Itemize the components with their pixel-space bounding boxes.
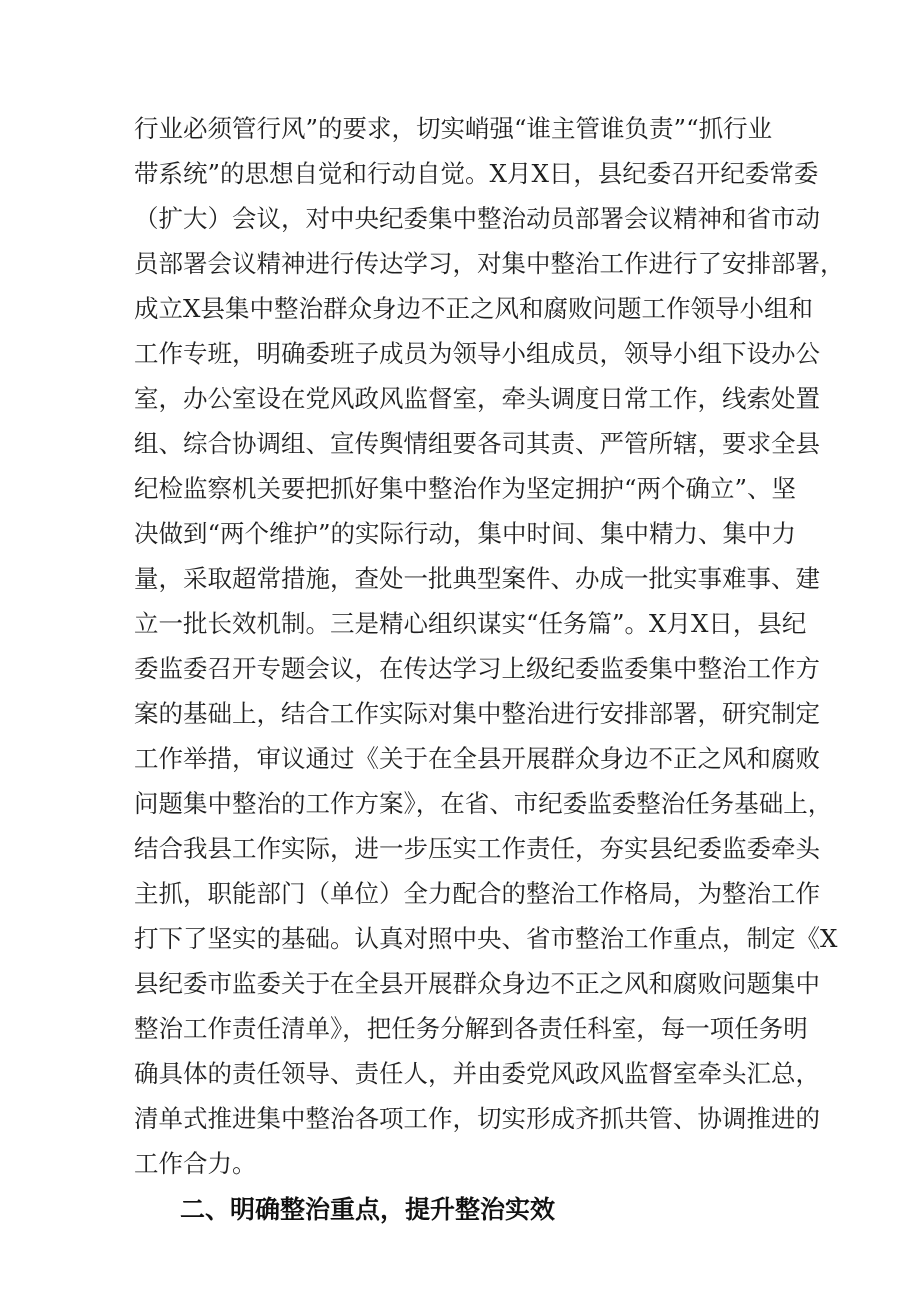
paragraph-line: 决做到“两个维护”的实际行动，集中时间、集中精力、集中力 [134, 519, 797, 548]
section-heading: 二、明确整治重点，提升整治实效 [180, 1195, 556, 1224]
paragraph-line: 县纪委市监委关于在全县开展群众身边不正之风和腐败问题集中 [134, 969, 820, 998]
paragraph-line: 立一批长效机制。三是精心组织谋实“任务篇”。X月X日，县纪 [134, 609, 807, 638]
paragraph-line: 成立X县集中整治群众身边不正之风和腐败问题工作领导小组和 [134, 294, 813, 323]
paragraph-line: 带系统”的思想自觉和行动自觉。X月X日，县纪委召开纪委常委 [134, 159, 819, 188]
paragraph-line: 室，办公室设在党风政风监督室，牵头调度日常工作，线索处置 [134, 384, 820, 413]
paragraph-line: 问题集中整治的工作方案》，在省、市纪委监委整治任务基础上， [134, 789, 833, 818]
paragraph-line: 纪检监察机关要把抓好集中整治作为坚定拥护“两个确立”、坚 [134, 474, 797, 503]
paragraph-line: 工作合力。 [134, 1149, 257, 1178]
paragraph-line: 主抓，职能部门（单位）全力配合的整治工作格局，为整治工作 [134, 879, 820, 908]
paragraph-line: 清单式推进集中整治各项工作，切实形成齐抓共管、协调推进的 [134, 1104, 820, 1133]
paragraph-line: 案的基础上，结合工作实际对集中整治进行安排部署，研究制定 [134, 699, 820, 728]
paragraph-line: 员部署会议精神进行传达学习，对集中整治工作进行了安排部署， [134, 249, 845, 278]
paragraph-line: 量，采取超常措施，查处一批典型案件、办成一批实事难事、建 [134, 564, 820, 593]
paragraph-line: 工作举措，审议通过《关于在全县开展群众身边不正之风和腐败 [134, 744, 820, 773]
paragraph-line: 结合我县工作实际，进一步压实工作责任，夯实县纪委监委牵头 [134, 834, 820, 863]
paragraph-line: 组、综合协调组、宣传舆情组要各司其责、严管所辖，要求全县 [134, 429, 820, 458]
paragraph-line: 确具体的责任领导、责任人，并由委党风政风监督室牵头汇总， [134, 1059, 820, 1088]
paragraph-line: 整治工作责任清单》，把任务分解到各责任科室，每一项任务明 [134, 1014, 808, 1043]
paragraph-line: 打下了坚实的基础。认真对照中央、省市整治工作重点，制定《X [134, 924, 838, 953]
paragraph-line: 工作专班，明确委班子成员为领导小组成员，领导小组下设办公 [134, 339, 820, 368]
paragraph-line: 行业必须管行风”的要求，切实峭强“谁主管谁负责”“抓行业 [134, 114, 773, 143]
paragraph-line: （扩大）会议，对中央纪委集中整治动员部署会议精神和省市动 [134, 204, 820, 233]
paragraph-line: 委监委召开专题会议，在传达学习上级纪委监委集中整治工作方 [134, 654, 820, 683]
